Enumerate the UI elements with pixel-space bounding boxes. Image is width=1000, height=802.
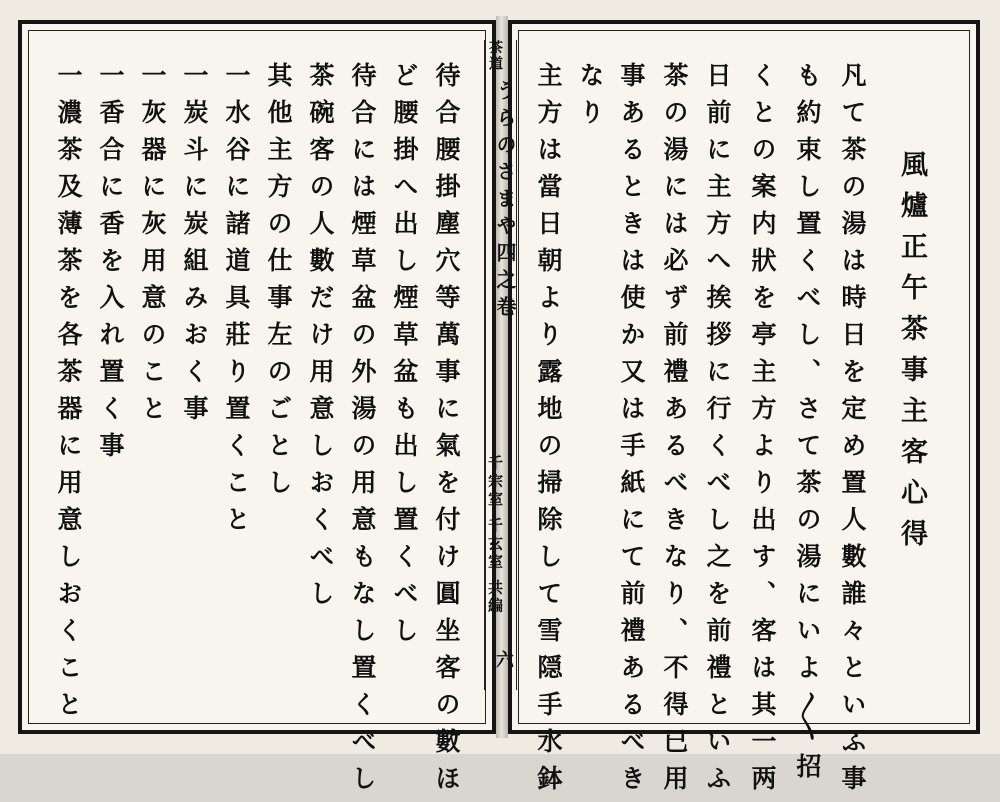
- section-title: 風爐正午茶事主客心得: [896, 150, 927, 560]
- text-column: 待合腰掛塵穴等萬事に氣を付け圓坐客の數ほ: [432, 62, 461, 802]
- text-column: 凡て茶の湯は時日を定め置人數誰々といふ事: [838, 62, 867, 802]
- list-item: 一炭斗に炭組みおく事: [180, 62, 209, 432]
- left-page: [18, 20, 496, 734]
- text-column: 事あるときは使か又は手紙にて前禮あるべき: [617, 62, 646, 802]
- text-column: 日前に主方へ挨拶に行くべし之を前禮といふ: [703, 62, 732, 802]
- list-item: 一濃茶及薄茶を各茶器に用意しおくこと: [54, 62, 83, 728]
- text-column: ど腰掛へ出し煙草盆も出し置くべし: [390, 62, 419, 654]
- text-column: 主方は當日朝より露地の掃除して雪隠手水鉢: [534, 62, 563, 802]
- text-column: 茶の湯には必ず前禮あるべきなり、不得已用: [660, 62, 689, 802]
- text-column: 其他主方の仕事左のごとし: [264, 62, 293, 506]
- list-item: 一灰器に灰用意のこと: [138, 62, 167, 432]
- text-column: も約束し置くべし、さて茶の湯にいよ〳〵招: [793, 62, 822, 790]
- page-spine-header: [482, 40, 518, 690]
- spine-book-title: うらのさまや四之卷: [493, 80, 517, 323]
- text-column: なり: [576, 62, 605, 136]
- spine-publisher: 千宗室 千玄室 共編: [486, 455, 504, 616]
- spine-series-mark: 茶道: [487, 40, 503, 72]
- page-number: 六: [493, 650, 514, 668]
- list-item: 一水谷に諸道具莊り置くこと: [222, 62, 251, 543]
- text-column: 待合には煙草盆の外湯の用意もなし置くべし: [348, 62, 377, 802]
- text-column: くとの案内狀を亭主方より出す、客は其一两: [748, 62, 777, 802]
- list-item: 一香合に香を入れ置く事: [96, 62, 125, 469]
- text-column: 茶碗客の人數だけ用意しおくべし: [306, 62, 335, 617]
